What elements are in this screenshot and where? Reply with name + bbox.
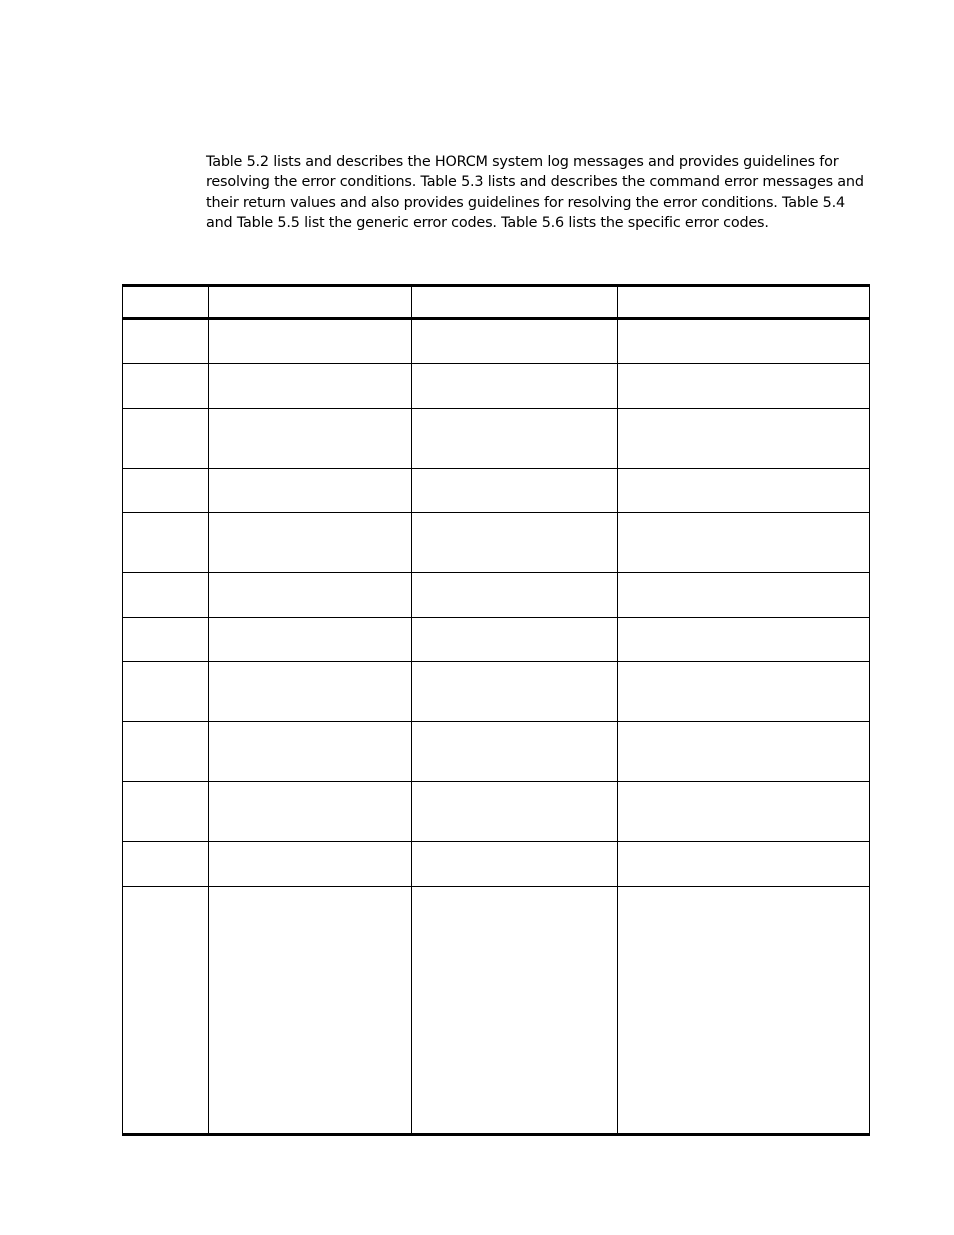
table-row-rule bbox=[122, 572, 870, 573]
table-column-rule bbox=[122, 284, 123, 1136]
table-row-rule bbox=[122, 617, 870, 618]
table-column-rule bbox=[411, 284, 412, 1136]
table-row-rule bbox=[122, 512, 870, 513]
table-bottom-rule bbox=[122, 1133, 870, 1136]
table-row-rule bbox=[122, 408, 870, 409]
table-header-rule bbox=[122, 317, 870, 320]
error-table-grid bbox=[122, 284, 870, 1136]
intro-paragraph: Table 5.2 lists and describes the HORCM system log messages and provides guidelines for resolving the error conditions. Table 5.3 lists and describes the command error messages and their return values and also provides guidelines for resolving the error conditions. Table 5.4 and Table 5.5 list the generic error codes. Table 5.6 lists the specific error codes. bbox=[206, 154, 864, 232]
table-row-rule bbox=[122, 841, 870, 842]
table-column-rule bbox=[617, 284, 618, 1136]
table-row-rule bbox=[122, 721, 870, 722]
table-top-rule bbox=[122, 284, 870, 287]
table-row-rule bbox=[122, 468, 870, 469]
table-column-rule bbox=[869, 284, 870, 1136]
table-column-rule bbox=[208, 284, 209, 1136]
table-row-rule bbox=[122, 886, 870, 887]
table-row-rule bbox=[122, 781, 870, 782]
table-row-rule bbox=[122, 661, 870, 662]
table-row-rule bbox=[122, 363, 870, 364]
